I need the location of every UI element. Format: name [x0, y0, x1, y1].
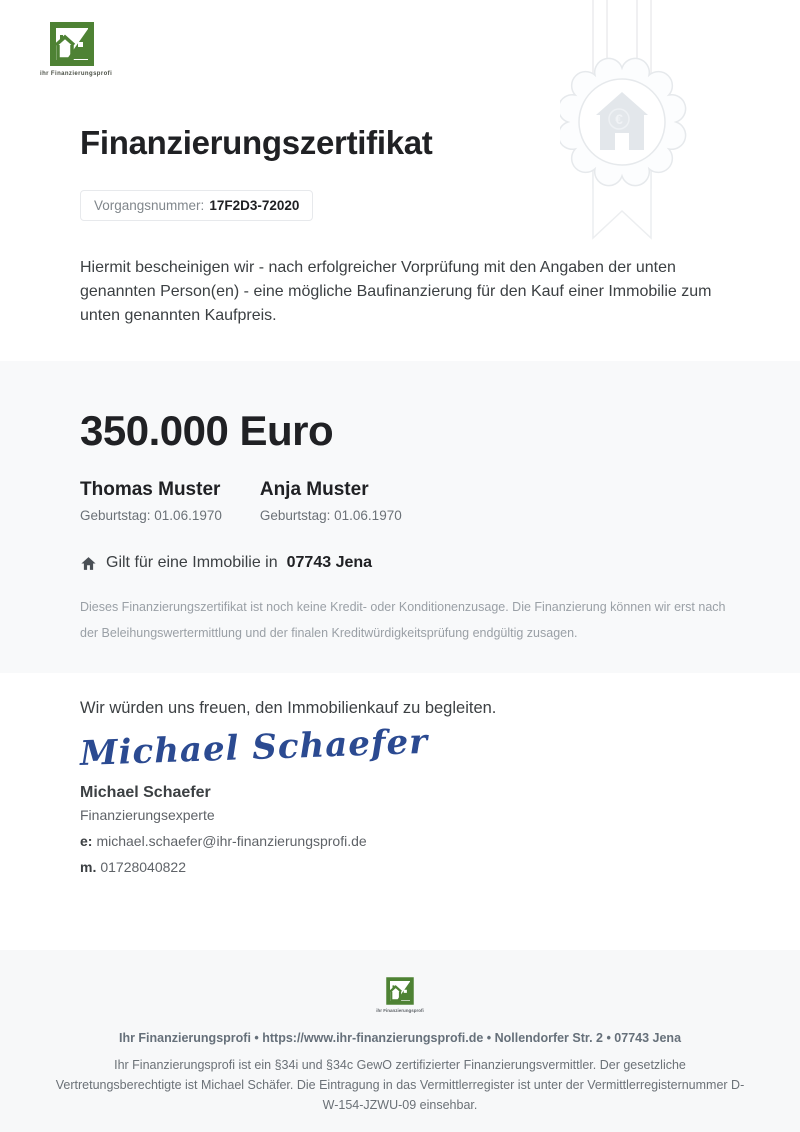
email-link[interactable]: michael.schaefer@ihr-finanzierungsprofi.de [96, 833, 367, 849]
seal-badge-icon [560, 0, 720, 245]
footer-brand-logo-icon [385, 976, 415, 1006]
property-prefix: Gilt für eine Immobilie in [106, 554, 278, 571]
footer-legal-text: Ihr Finanzierungsprofi ist ein §34i und §34c GewO zertifizierter Finanzierungsvermittler. Der gesetzliche Vertretungsberechtigte ist Michael Schäfer. Die Eintragung in das Vermittlerregister ist unter der Vermittlerregisternummer D-W-154-JZWU-09 einsehbar. [55, 1058, 745, 1112]
financing-amount: 350.000 Euro [80, 407, 334, 454]
euro-symbol: € [615, 111, 623, 127]
contact-mobile-line [80, 859, 640, 875]
case-number-label: Vorgangsnummer: [94, 198, 205, 213]
contact-role: Finanzierungsexperte [80, 807, 215, 823]
property-location: 07743 Jena [286, 554, 373, 571]
person-1-name: Thomas Muster [80, 479, 221, 500]
disclaimer-text: Dieses Finanzierungszertifikat ist noch keine Kredit- oder Konditionenzusage. Die Finanzierung können wir erst nach der Beleihungswertermittlung und der finalen Kreditwürdigkeitsprüfung endgültig zusagen. [80, 600, 726, 640]
page-title: Finanzierungszertifikat [80, 124, 433, 161]
person-1-birthday: Geburtstag: 01.06.1970 [80, 508, 222, 523]
email-label: e: [80, 833, 93, 849]
footer [0, 950, 800, 1132]
seal-ribbon-badge [560, 0, 720, 245]
home-icon [80, 555, 97, 572]
mobile-number: 01728040822 [100, 859, 186, 875]
property-line [80, 554, 372, 572]
case-number-value: 17F2D3-72020 [209, 198, 300, 213]
footer-brand-caption: ihr Finanzierungsprofi [376, 1008, 424, 1013]
brand-caption: ihr Finanzierungsprofi [40, 71, 113, 77]
intro-paragraph: Hiermit bescheinigen wir - nach erfolgreicher Vorprüfung mit den Angaben der unten genannten Person(en) - eine mögliche Baufinanzierung für den Kauf einer Immobilie zum unten genannten Kaufpreis. [80, 259, 712, 324]
brand-logo [40, 20, 113, 77]
person-2-birthday: Geburtstag: 01.06.1970 [259, 508, 402, 523]
person-2-name: Anja Muster [259, 479, 369, 500]
footer-address-line: Ihr Finanzierungsprofi • https://www.ihr-finanzierungsprofi.de • Nollendorfer Str. 2 • 07743 Jena [118, 1031, 682, 1045]
persons-list [80, 479, 440, 523]
handwritten-signature: Michael Schaefer [79, 721, 429, 774]
case-number-box [80, 190, 313, 221]
person-1 [80, 479, 222, 523]
contact-email-line [80, 833, 640, 849]
contact-name: Michael Schaefer [80, 784, 211, 801]
footer-brand-logo [0, 976, 800, 1013]
mobile-label: m. [80, 859, 97, 875]
closing-section [80, 699, 640, 875]
person-2 [260, 479, 402, 523]
amount-band [0, 361, 800, 673]
closing-message: Wir würden uns freuen, den Immobilienkauf zu begleiten. [80, 699, 497, 717]
brand-logo-icon [48, 20, 96, 68]
